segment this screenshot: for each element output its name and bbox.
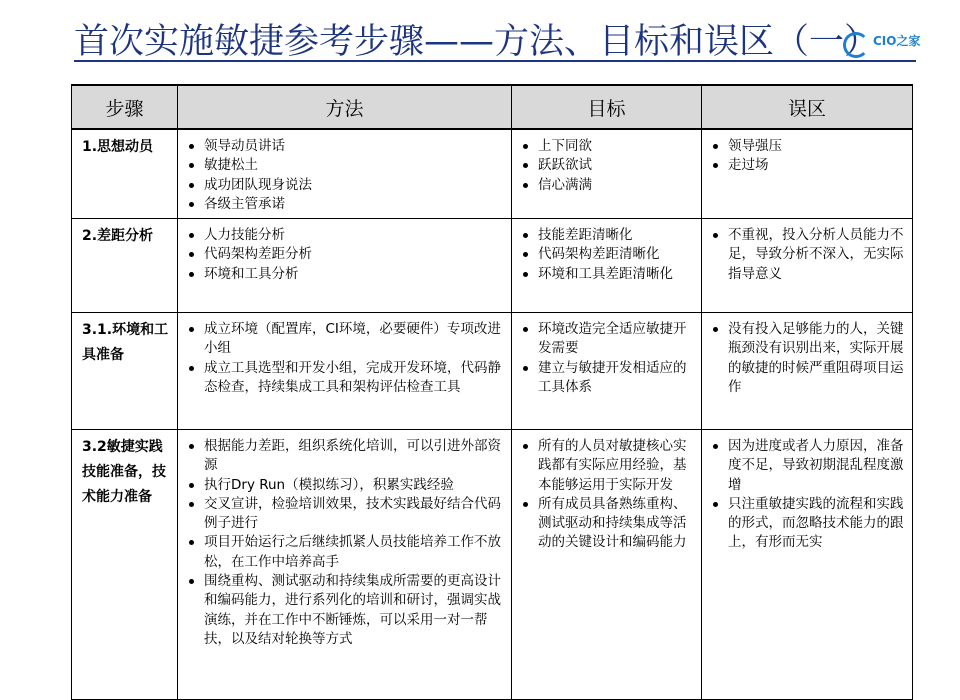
list-item: 走过场 <box>702 156 906 175</box>
list-item: 成立工具选型和开发小组，完成开发环境，代码静态检查，持续集成工具和架构评估检查工具 <box>178 359 505 398</box>
methods-cell <box>178 129 512 219</box>
list-item: 所有成员具备熟练重构、测试驱动和持续集成等活动的关键设计和编码能力 <box>512 495 695 553</box>
goals-cell <box>512 219 702 313</box>
list-item: 上下同欲 <box>512 137 695 156</box>
list-item: 跃跃欲试 <box>512 156 695 175</box>
methods-cell <box>178 313 512 430</box>
table-row <box>72 129 913 219</box>
step-cell: 2.差距分析 <box>72 219 178 313</box>
list-item: 环境和工具分析 <box>178 265 505 284</box>
list-item: 所有的人员对敏捷核心实践都有实际应用经验，基本能够运用于实际开发 <box>512 437 695 495</box>
list-item: 领导强压 <box>702 137 906 156</box>
list-item: 各级主管承诺 <box>178 195 505 214</box>
step-cell: 3.2敏捷实践技能准备，技术能力准备 <box>72 430 178 700</box>
list-item: 成立环境（配置库，CI环境，必要硬件）专项改进小组 <box>178 320 505 359</box>
header-method: 方法 <box>178 85 512 129</box>
list-item: 信心满满 <box>512 176 695 195</box>
goals-cell <box>512 313 702 430</box>
methods-cell <box>178 430 512 700</box>
step-cell: 1.思想动员 <box>72 129 178 219</box>
cio-logo <box>843 26 933 60</box>
title-divider <box>74 60 916 62</box>
list-item: 技能差距清晰化 <box>512 226 695 245</box>
list-item: 不重视，投入分析人员能力不足，导致分析不深入，无实际指导意义 <box>702 226 906 284</box>
list-item: 环境和工具差距清晰化 <box>512 265 695 284</box>
header-step: 步骤 <box>72 85 178 129</box>
header-pitfall: 误区 <box>702 85 913 129</box>
list-item: 敏捷松土 <box>178 156 505 175</box>
table-row <box>72 219 913 313</box>
list-item: 代码架构差距分析 <box>178 245 505 264</box>
methods-cell <box>178 219 512 313</box>
pitfalls-cell <box>702 219 913 313</box>
list-item: 没有投入足够能力的人，关键瓶颈没有识别出来，实际开展的敏捷的时候严重阻碍项目运作 <box>702 320 906 397</box>
list-item: 因为进度或者人力原因，准备度不足，导致初期混乱程度激增 <box>702 437 906 495</box>
goals-cell <box>512 129 702 219</box>
pitfalls-cell <box>702 430 913 700</box>
list-item: 围绕重构、测试驱动和持续集成所需要的更高设计和编码能力，进行系列化的培训和研讨，强调实战演练，并在工作中不断锤炼，可以采用一对一帮扶，以及结对轮换等方式 <box>178 572 505 649</box>
list-item: 人力技能分析 <box>178 226 505 245</box>
goals-cell <box>512 430 702 700</box>
logo-text: CIO之家 <box>873 34 921 48</box>
pitfalls-cell <box>702 129 913 219</box>
table-header-row <box>72 85 913 129</box>
list-item: 环境改造完全适应敏捷开发需要 <box>512 320 695 359</box>
table-row <box>72 313 913 430</box>
step-cell: 3.1.环境和工具准备 <box>72 313 178 430</box>
table-row <box>72 430 913 700</box>
list-item: 代码架构差距清晰化 <box>512 245 695 264</box>
list-item: 交叉宣讲，检验培训效果，技术实践最好结合代码例子进行 <box>178 495 505 534</box>
logo-ring-icon <box>843 32 869 58</box>
list-item: 领导动员讲话 <box>178 137 505 156</box>
pitfalls-cell <box>702 313 913 430</box>
page-title: 首次实施敏捷参考步骤——方法、目标和误区（一） <box>74 22 880 62</box>
header-goal: 目标 <box>512 85 702 129</box>
list-item: 根据能力差距，组织系统化培训，可以引进外部资源 <box>178 437 505 476</box>
list-item: 建立与敏捷开发相适应的工具体系 <box>512 359 695 398</box>
list-item: 成功团队现身说法 <box>178 176 505 195</box>
list-item: 执行Dry Run（模拟练习），积累实践经验 <box>178 476 505 495</box>
steps-table <box>71 84 913 700</box>
list-item: 项目开始运行之后继续抓紧人员技能培养工作不放松，在工作中培养高手 <box>178 533 505 572</box>
list-item: 只注重敏捷实践的流程和实践的形式，而忽略技术能力的跟上，有形而无实 <box>702 495 906 553</box>
